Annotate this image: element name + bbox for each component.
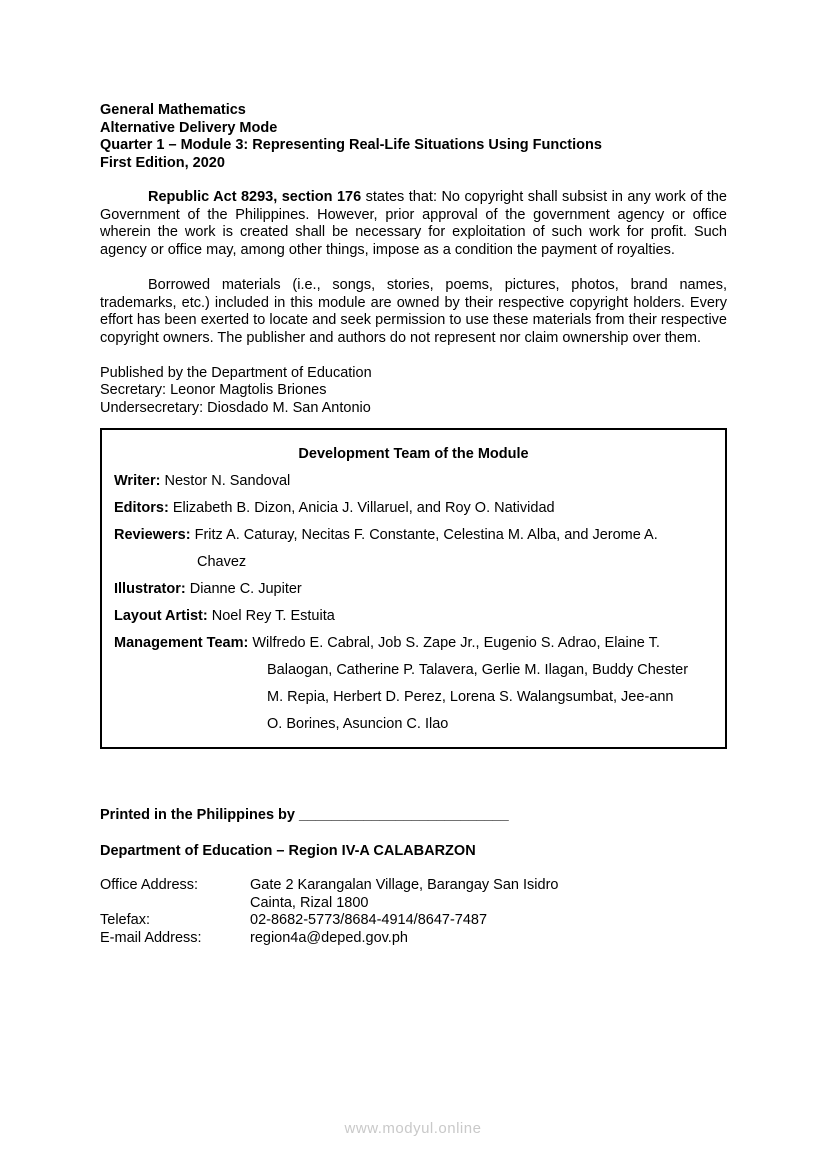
illustrator-names: Dianne C. Jupiter [189,580,302,597]
email-address: region4a@deped.gov.ph [250,930,408,947]
secretary-line: Secretary: Leonor Magtolis Briones [100,382,327,399]
printed-in-philippines-line [100,806,727,824]
editors-names: Elizabeth B. Dizon, Anicia J. Villaruel, and Roy O. Natividad [172,499,555,516]
telefax-value [250,912,487,930]
development-team-box [100,428,727,749]
contact-block [100,877,727,948]
printed-blank-line: __________________________ [299,806,509,823]
layout-artist-names: Noel Rey T. Estuita [211,607,335,624]
dev-team-row-editors [114,499,713,517]
reviewers-names-continued: Chavez [197,553,247,570]
management-team-names-continued-3: O. Borines, Asuncion C. Ilao [267,715,449,732]
module-title: Quarter 1 – Module 3: Representing Real-Life Situations Using Functions [100,137,602,153]
module-header [100,102,727,172]
borrowed-materials-paragraph: Borrowed materials (i.e., songs, stories, poems, pictures, photos, brand names, trademarks, etc.) included in this module are owned by their respective copyright holders. Every effort has been exerted to locate and seek permission to use these materials from their respective copyright owners. The publisher and authors do not represent nor claim ownership over them. [100,276,727,346]
layout-artist-label: Layout Artist: [114,607,208,624]
management-team-names-continued-1: Balaogan, Catherine P. Talavera, Gerlie M. Ilagan, Buddy Chester [267,661,689,678]
telefax-numbers: 02-8682-5773/8684-4914/8647-7487 [250,912,488,929]
published-by-line: Published by the Department of Education [100,364,372,381]
dev-team-row-reviewers [114,526,713,544]
republic-act-reference: Republic Act 8293, section 176 [148,189,362,205]
publisher-block [100,365,727,418]
module-mode: Alternative Delivery Mode [100,119,278,136]
telefax-row [100,912,727,930]
dev-team-row-management [114,634,713,652]
module-subject: General Mathematics [100,102,246,118]
site-watermark: www.modyul.online [344,1120,482,1137]
email-label: E-mail Address: [100,930,202,947]
copyright-paragraph [100,189,727,260]
office-address-row [100,877,727,913]
development-team-title: Development Team of the Module [298,445,529,462]
dev-team-row-illustrator [114,580,713,598]
telefax-label: Telefax: [100,912,150,929]
printed-label: Printed in the Philippines by [100,806,295,823]
email-row [100,930,727,948]
undersecretary-line: Undersecretary: Diosdado M. San Antonio [100,400,371,417]
management-team-names: Wilfredo E. Cabral, Job S. Zape Jr., Eugenio S. Adrao, Elaine T. [252,634,660,651]
dev-team-row-writer [114,472,713,490]
reviewers-names: Fritz A. Caturay, Necitas F. Constante, Celestina M. Alba, and Jerome A. [194,526,658,543]
office-address-value [250,877,558,913]
writer-label: Writer: [114,472,161,489]
copyright-paragraph-text: states that: No copyright shall subsist in any work of the Government of the Philippines. However, prior approval of the government agency or office wherein the work is created shall be necessary for exploitation of such work for profit. Such agency or office may, among other things, impose as a condition the payment of royalties. [100,189,727,259]
email-value [250,930,408,948]
office-address-line-2: Cainta, Rizal 1800 [250,894,369,911]
management-team-label: Management Team: [114,634,249,651]
reviewers-label: Reviewers: [114,526,191,543]
editors-label: Editors: [114,499,169,516]
dev-team-row-layout-artist [114,607,713,625]
writer-names: Nestor N. Sandoval [164,472,291,489]
management-team-names-continued-2: M. Repia, Herbert D. Perez, Lorena S. Walangsumbat, Jee-ann [267,688,674,705]
module-edition: First Edition, 2020 [100,154,225,171]
illustrator-label: Illustrator: [114,580,186,597]
office-address-label: Office Address: [100,876,199,893]
office-address-line-1: Gate 2 Karangalan Village, Barangay San Isidro [250,876,559,893]
region-title: Department of Education – Region IV-A CALABARZON [100,842,476,859]
